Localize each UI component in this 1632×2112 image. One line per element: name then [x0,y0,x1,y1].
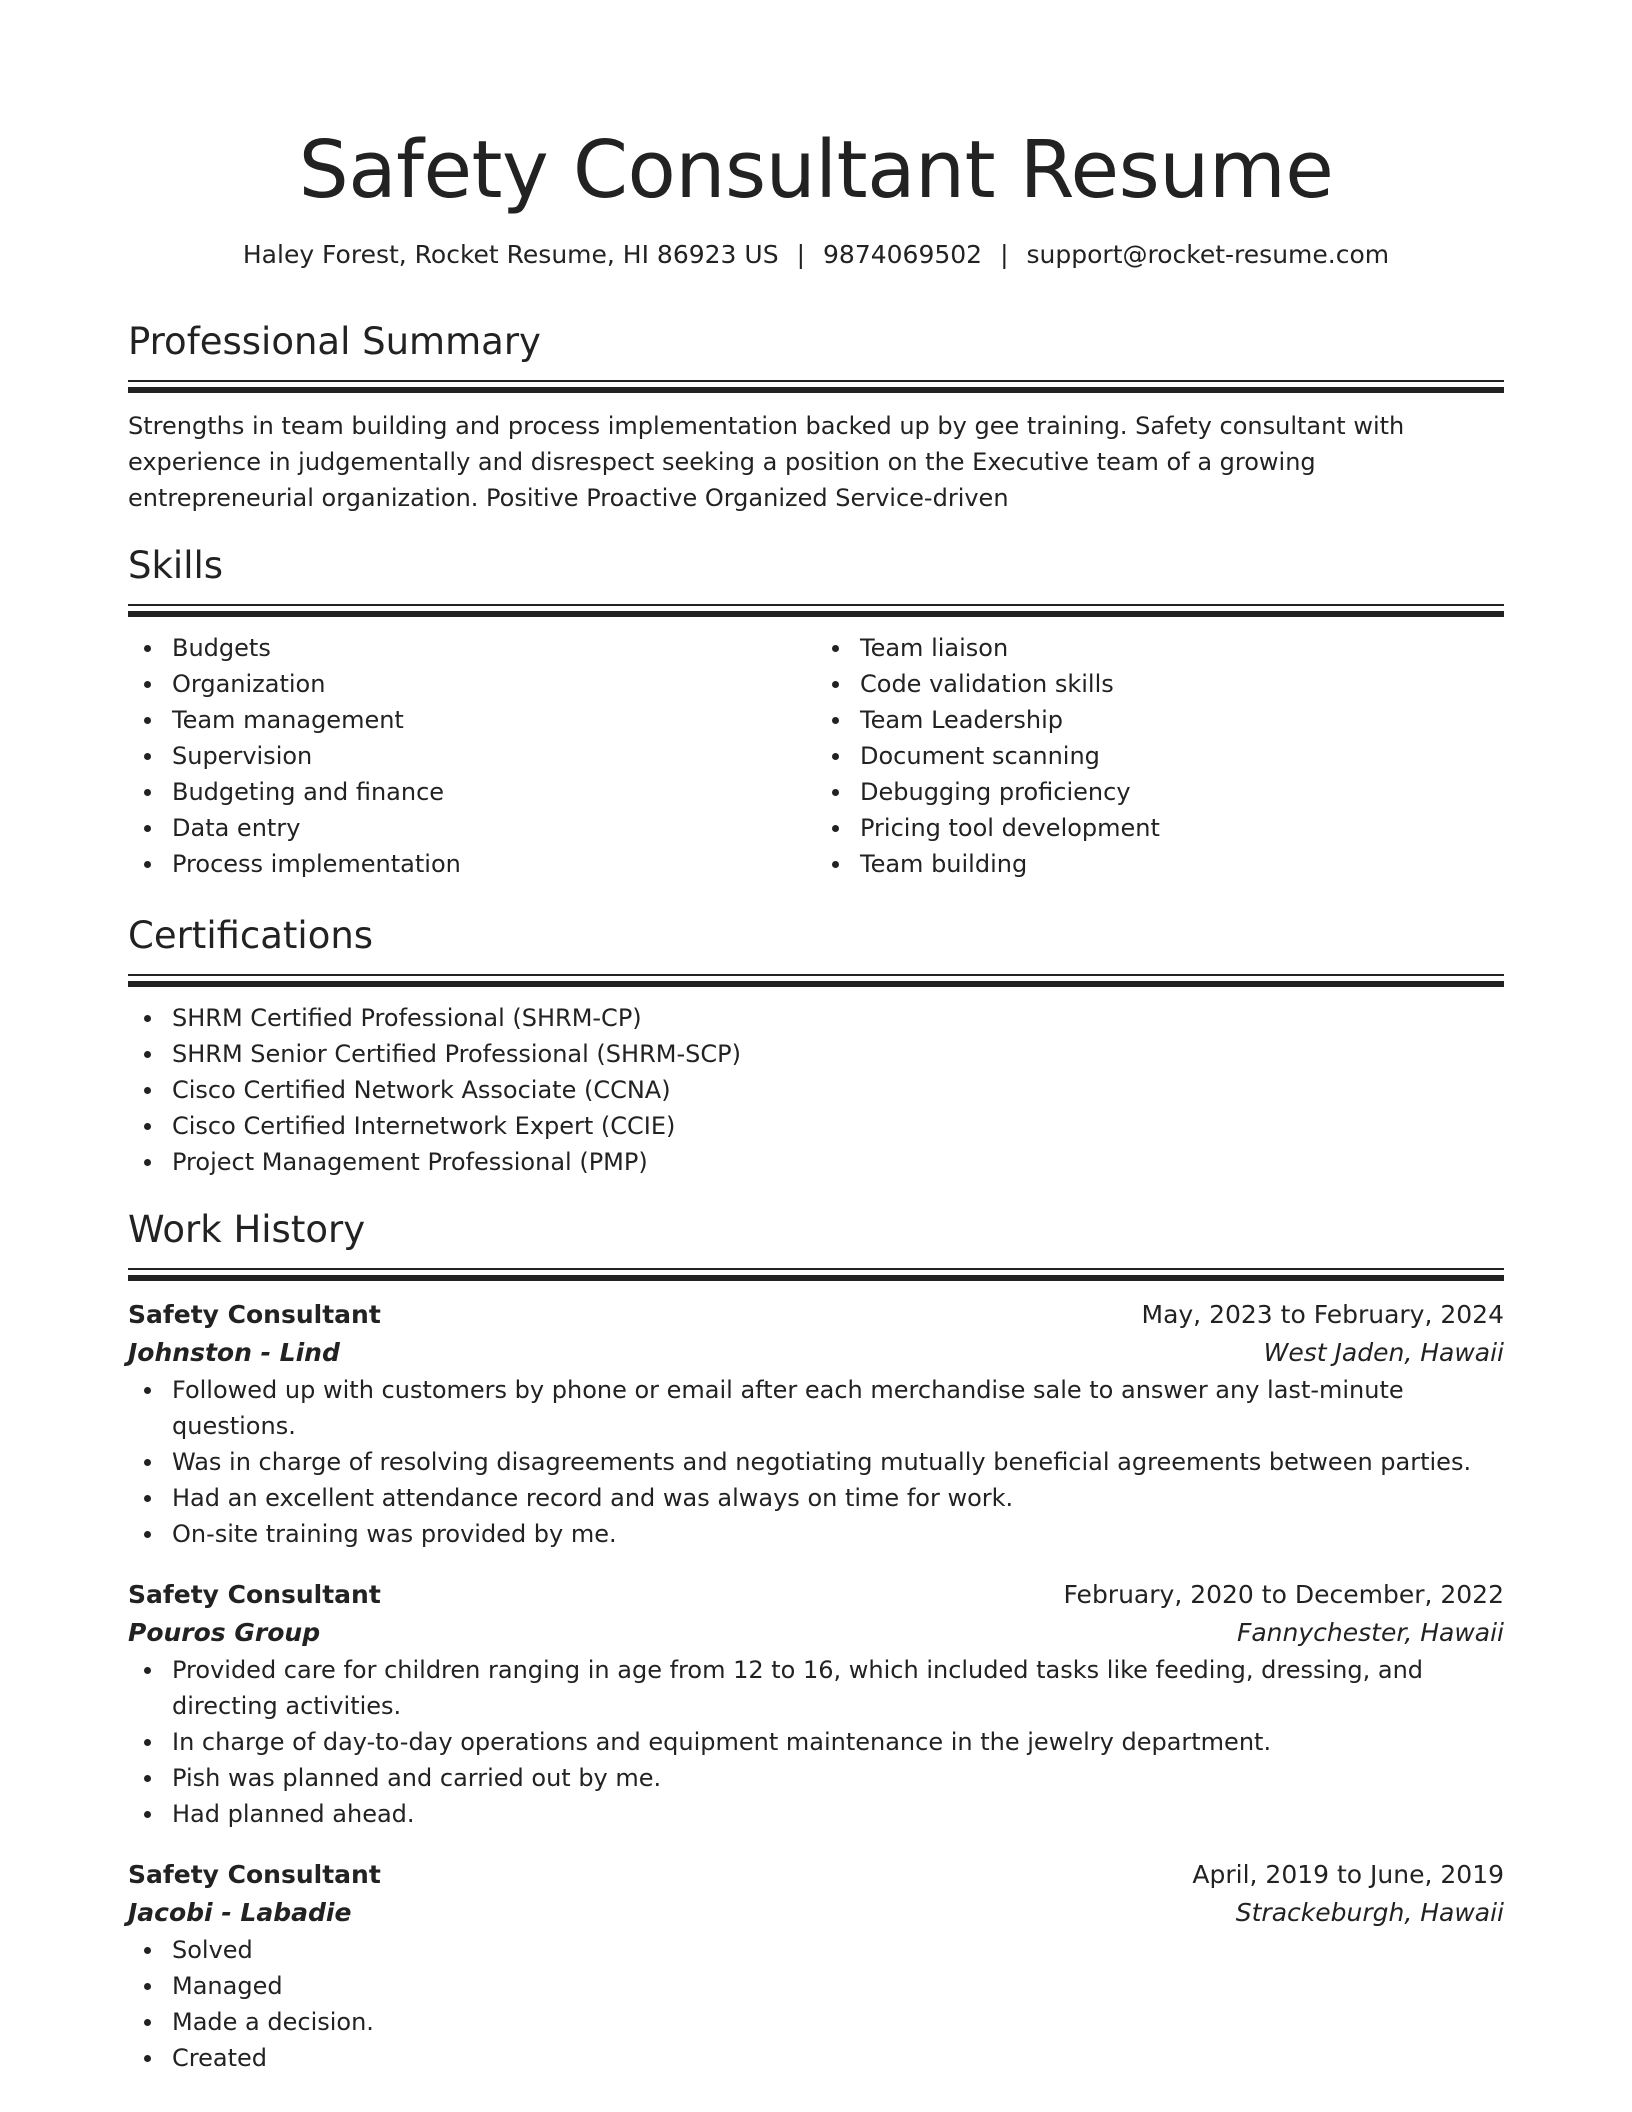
job-title: Safety Consultant [128,1860,381,1889]
job-location: Fannychester, Hawaii [1236,1618,1504,1647]
job-entry [128,1856,1504,2076]
job-bullet: Created [172,2040,1504,2076]
job-bullets [128,1372,1504,1552]
professional-summary-section [128,318,1504,516]
certification-item: SHRM Certified Professional (SHRM-CP) [172,1000,1504,1036]
skill-item: Team liaison [860,630,1504,666]
job-bullet: Had an excellent attendance record and was always on time for work. [172,1480,1504,1516]
skill-item: Pricing tool development [860,810,1504,846]
contact-email: support@rocket-resume.com [1026,240,1390,269]
skill-item: Code validation skills [860,666,1504,702]
section-divider [128,1268,1504,1270]
certifications-section [128,912,1504,1180]
job-title: Safety Consultant [128,1580,381,1609]
job-header-row [128,1576,1504,1614]
section-heading: Professional Summary [128,320,541,363]
certification-item: Project Management Professional (PMP) [172,1144,1504,1180]
section-divider [128,974,1504,976]
job-company: Jacobi - Labadie [128,1898,352,1927]
skill-item: Team building [860,846,1504,882]
job-bullets [128,1932,1504,2076]
job-bullet: Was in charge of resolving disagreements and negotiating mutually beneficial agreements between parties. [172,1444,1504,1480]
job-dates: May, 2023 to February, 2024 [1141,1300,1504,1329]
skills-section [128,542,1504,882]
skill-item: Debugging proficiency [860,774,1504,810]
resume-title: Safety Consultant Resume [298,124,1334,216]
job-header-row [128,1856,1504,1894]
certification-item: Cisco Certified Internetwork Expert (CCIE) [172,1108,1504,1144]
skill-item: Organization [172,666,816,702]
skills-list-left [128,630,816,882]
contact-address: Haley Forest, Rocket Resume, HI 86923 US [242,240,779,269]
job-bullet: In charge of day-to-day operations and equipment maintenance in the jewelry department. [172,1724,1504,1760]
job-company: Johnston - Lind [128,1338,340,1367]
job-bullet: Managed [172,1968,1504,2004]
job-header-row [128,1296,1504,1334]
job-dates: February, 2020 to December, 2022 [1063,1580,1504,1609]
job-bullet: Followed up with customers by phone or email after each merchandise sale to answer any last-minute questions. [172,1372,1504,1444]
skill-item: Data entry [172,810,816,846]
job-entry [128,1576,1504,1832]
skill-item: Team Leadership [860,702,1504,738]
skill-item: Document scanning [860,738,1504,774]
resume-page [128,0,1504,2072]
job-bullet: Had planned ahead. [172,1796,1504,1832]
skill-item: Budgeting and finance [172,774,816,810]
skill-item: Process implementation [172,846,816,882]
section-heading: Certifications [128,914,374,957]
job-title: Safety Consultant [128,1300,381,1329]
section-divider [128,380,1504,382]
job-company-row [128,1334,1504,1372]
section-divider [128,604,1504,606]
job-location: West Jaden, Hawaii [1263,1338,1504,1367]
contact-line [128,238,1504,272]
job-location: Strackeburgh, Hawaii [1235,1898,1504,1927]
section-heading: Skills [128,544,224,587]
summary-text: Strengths in team building and process implementation backed up by gee training. Safety consultant with experience in judgementally and disrespect seeking a position on the Executive team of a growing entrepreneurial organization. Positive Proactive Organized Service-driven [128,412,1405,512]
job-company-row [128,1894,1504,1932]
skill-item: Budgets [172,630,816,666]
skill-item: Team management [172,702,816,738]
job-company-row [128,1614,1504,1652]
contact-separator: | [1000,240,1009,269]
job-bullet: Provided care for children ranging in age from 12 to 16, which included tasks like feeding, dressing, and directing activities. [172,1652,1504,1724]
job-company: Pouros Group [128,1618,321,1647]
skill-item: Supervision [172,738,816,774]
certification-item: Cisco Certified Network Associate (CCNA) [172,1072,1504,1108]
job-dates: April, 2019 to June, 2019 [1192,1860,1504,1889]
skills-columns [128,630,1504,882]
section-heading: Work History [128,1208,366,1251]
job-bullet: Solved [172,1932,1504,1968]
job-bullet: On-site training was provided by me. [172,1516,1504,1552]
skills-list-right [816,630,1504,882]
contact-separator: | [796,240,806,269]
job-bullet: Made a decision. [172,2004,1504,2040]
certification-item: SHRM Senior Certified Professional (SHRM-SCP) [172,1036,1504,1072]
certifications-list [128,1000,1504,1180]
contact-phone: 9874069502 [823,240,983,269]
work-history-section [128,1206,1504,2076]
job-bullet: Pish was planned and carried out by me. [172,1760,1504,1796]
job-entry [128,1296,1504,1552]
job-bullets [128,1652,1504,1832]
